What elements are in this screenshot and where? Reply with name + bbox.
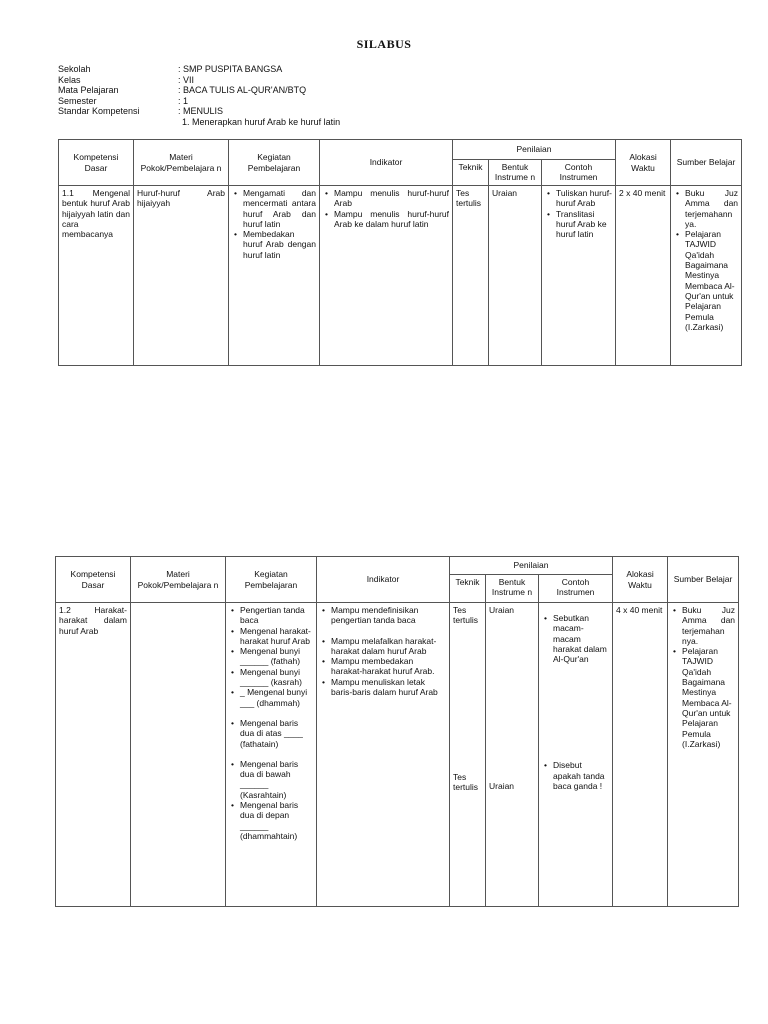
header-bentuk: Bentuk Instrume n — [486, 575, 539, 603]
meta-sk-value: : MENULIS — [178, 106, 224, 116]
list-item: • Mengenal bunyi ______ (fathah) — [240, 646, 313, 667]
header-sumber: Sumber Belajar — [671, 140, 742, 186]
header-materi: Materi Pokok/Pembelajara n — [134, 140, 229, 186]
list-item: • Mengenal bunyi ______ (kasrah) — [240, 667, 313, 688]
list-item: • Mengenal baris dua di atas ____ (fathatain) — [240, 718, 313, 749]
meta-sekolah-label: Sekolah — [58, 64, 91, 74]
cell-contoh — [539, 603, 613, 907]
syllabus-table-2 — [55, 556, 739, 907]
cell-sumber — [671, 186, 742, 366]
header-sumber: Sumber Belajar — [668, 557, 739, 603]
header-alokasi: Alokasi Waktu — [613, 557, 668, 603]
cell-indikator — [317, 603, 450, 907]
meta-sk-subitem: 1. Menerapkan huruf Arab ke huruf latin — [182, 116, 341, 127]
cell-teknik: Tes tertulis — [453, 186, 489, 366]
list-item: • Mengenal baris dua di bawah ______ (Kasrahtain) — [240, 759, 313, 800]
syllabus-table-1 — [58, 139, 742, 366]
list-item: • Mampu menuliskan letak baris-baris dalam huruf Arab — [331, 677, 446, 698]
list-item: • Mengamati dan mencermati antara huruf Arab dan huruf latin — [243, 188, 316, 229]
list-item: • Sebutkan macam-macam harakat dalam Al-Qur'an — [553, 613, 609, 664]
header-indikator: Indikator — [320, 140, 453, 186]
cell-bentuk: Uraian — [489, 186, 542, 366]
header-kegiatan: Kegiatan Pembelajaran — [229, 140, 320, 186]
list-item: • Pengertian tanda baca — [240, 605, 313, 626]
cell-alokasi: 4 x 40 menit — [613, 603, 668, 907]
cell-kd: 1.2 Harakat-harakat dalam huruf Arab — [56, 603, 131, 907]
cell-kegiatan — [226, 603, 317, 907]
meta-semester-label: Semester — [58, 95, 97, 106]
header-teknik: Teknik — [453, 160, 489, 186]
list-item: • Pelajaran TAJWID Qa'idah Bagaimana Mestinya Membaca Al-Qur'an untuk Pelajaran Pemula (I.Zarkasi) — [682, 646, 735, 749]
header-penilaian: Penilaian — [450, 557, 613, 575]
header-teknik: Teknik — [450, 575, 486, 603]
meta-sekolah-value: : SMP PUSPITA BANGSA — [178, 64, 283, 74]
meta-sk-label: Standar Kompetensi — [58, 106, 140, 116]
list-item: • Tuliskan huruf-huruf Arab — [556, 188, 612, 209]
header-kegiatan: Kegiatan Pembelajaran — [226, 557, 317, 603]
list-item: • Mampu menulis huruf-huruf Arab ke dalam huruf latin — [334, 209, 449, 230]
cell-bentuk — [486, 603, 539, 907]
header-indikator: Indikator — [317, 557, 450, 603]
header-contoh: Contoh Instrumen — [542, 160, 616, 186]
teknik-2: Tes tertulis — [453, 771, 479, 792]
list-item: • Mampu menulis huruf-huruf Arab — [334, 188, 449, 209]
header-kompetensi-dasar: Kompetensi Dasar — [56, 557, 131, 603]
header-penilaian: Penilaian — [453, 140, 616, 160]
list-item: • Mampu membedakan harakat-harakat huruf Arab. — [331, 656, 446, 677]
header-materi: Materi Pokok/Pembelajara n — [131, 557, 226, 603]
list-item: • Disebut apakah tanda baca ganda ! — [553, 760, 609, 791]
list-item: • Pelajaran TAJWID Qa'idah Bagaimana Mestinya Membaca Al-Qur'an untuk Pelajaran Pemula (I.Zarkasi) — [685, 229, 738, 332]
cell-sumber — [668, 603, 739, 907]
header-alokasi: Alokasi Waktu — [616, 140, 671, 186]
bentuk-2: Uraian — [489, 781, 515, 792]
list-item: • Mampu melafalkan harakat-harakat dalam huruf Arab — [331, 636, 446, 657]
meta-kelas-value: : VII — [178, 74, 195, 85]
cell-teknik — [450, 603, 486, 907]
header-contoh: Contoh Instrumen — [539, 575, 613, 603]
cell-kegiatan — [229, 186, 320, 366]
list-item: • Translitasi huruf Arab ke huruf latin — [556, 209, 612, 240]
bentuk-1: Uraian — [489, 605, 515, 615]
list-item: • Buku Juz Amma dan terjemahann ya. — [685, 188, 738, 229]
meta-mapel-value: : BACA TULIS AL-QUR'AN/BTQ — [178, 85, 307, 95]
list-item: • Buku Juz Amma dan terjemahan nya. — [682, 605, 735, 646]
page-title: SILABUS — [356, 37, 412, 51]
header-kompetensi-dasar: Kompetensi Dasar — [59, 140, 134, 186]
cell-kd: 1.1 Mengenal bentuk huruf Arab hijaiyyah latin dan cara membacanya — [59, 186, 134, 366]
meta-semester-value: : 1 — [178, 95, 189, 106]
list-item: • Membedakan huruf Arab dengan huruf latin — [243, 229, 316, 260]
meta-kelas-label: Kelas — [58, 74, 81, 85]
list-item: • _ Mengenal bunyi ___ (dhammah) — [240, 687, 313, 708]
header-bentuk: Bentuk Instrume n — [489, 160, 542, 186]
cell-materi — [131, 603, 226, 907]
cell-contoh — [542, 186, 616, 366]
list-item: • Mengenal baris dua di depan ______ (dhammahtain) — [240, 800, 313, 841]
meta-mapel-label: Mata Pelajaran — [58, 85, 119, 95]
teknik-1: Tes tertulis — [453, 605, 479, 626]
cell-indikator — [320, 186, 453, 366]
cell-materi: Huruf-huruf Arab hijaiyyah — [134, 186, 229, 366]
list-item: • Mengenal harakat-harakat huruf Arab — [240, 626, 313, 647]
list-item: • Mampu mendefinisikan pengertian tanda baca — [331, 605, 446, 626]
cell-alokasi: 2 x 40 menit — [616, 186, 671, 366]
